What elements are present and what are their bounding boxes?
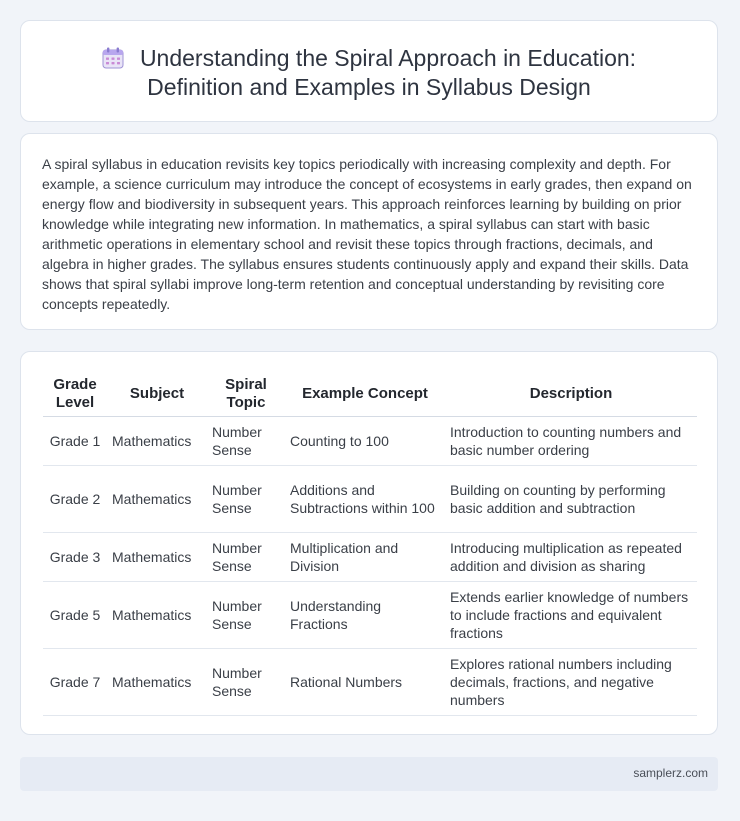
cell-concept: Understanding Fractions [285, 582, 445, 649]
summary-card [20, 133, 718, 330]
cell-topic: Number Sense [207, 582, 285, 649]
summary-paragraph: A spiral syllabus in education revisits key topics periodically with increasing complexity and depth. For example, a science curriculum may introduce the concept of ecosystems in early grades, then expand on energy flow and biodiversity in subsequent years. This approach reinforces learning by building on prior knowledge while integrating new information. In mathematics, a spiral syllabus can start with basic arithmetic operations in elementary school and revisit these topics through fractions, decimals, and algebra in higher grades. The syllabus ensures students continuously apply and expand their skills. Data shows that spiral syllabi improve long-term retention and conceptual understanding by revisiting core concepts repeatedly. [42, 156, 692, 312]
cell-topic: Number Sense [207, 417, 285, 466]
cell-subject: Mathematics [107, 582, 207, 649]
cell-subject: Mathematics [107, 466, 207, 533]
cell-description: Building on counting by performing basic addition and subtraction [445, 466, 697, 533]
cell-description: Introducing multiplication as repeated addition and division as sharing [445, 533, 697, 582]
table-row [43, 582, 697, 649]
header-subject: Subject [107, 372, 207, 417]
header-grade-level: Grade Level [43, 372, 107, 417]
calendar-icon [102, 47, 124, 69]
table-header-row [43, 372, 697, 417]
header-description: Description [445, 372, 697, 417]
cell-grade: Grade 5 [43, 582, 107, 649]
cell-concept: Rational Numbers [285, 649, 445, 716]
table-card [20, 351, 718, 735]
cell-grade: Grade 3 [43, 533, 107, 582]
cell-subject: Mathematics [107, 533, 207, 582]
header-spiral-topic: Spiral Topic [207, 372, 285, 417]
table-row [43, 533, 697, 582]
header-example-concept: Example Concept [285, 372, 445, 417]
cell-grade: Grade 1 [43, 417, 107, 466]
spiral-topics-table [43, 372, 697, 716]
footer [20, 757, 718, 791]
table-row [43, 417, 697, 466]
cell-subject: Mathematics [107, 649, 207, 716]
cell-topic: Number Sense [207, 649, 285, 716]
cell-subject: Mathematics [107, 417, 207, 466]
cell-grade: Grade 2 [43, 466, 107, 533]
table-row [43, 466, 697, 533]
cell-concept: Additions and Subtractions within 100 [285, 466, 445, 533]
cell-concept: Multiplication and Division [285, 533, 445, 582]
cell-topic: Number Sense [207, 533, 285, 582]
cell-description: Extends earlier knowledge of numbers to include fractions and equivalent fractions [445, 582, 697, 649]
title-card [20, 20, 718, 122]
page-title [21, 44, 717, 102]
title-line-1: Understanding the Spiral Approach in Education: [139, 45, 637, 71]
cell-description: Introduction to counting numbers and basic number ordering [445, 417, 697, 466]
cell-grade: Grade 7 [43, 649, 107, 716]
cell-topic: Number Sense [207, 466, 285, 533]
cell-concept: Counting to 100 [285, 417, 445, 466]
footer-site-link[interactable]: samplerz.com [633, 766, 708, 780]
cell-description: Explores rational numbers including decimals, fractions, and negative numbers [445, 649, 697, 716]
table-row [43, 649, 697, 716]
title-line-2: Definition and Examples in Syllabus Design [147, 74, 591, 100]
